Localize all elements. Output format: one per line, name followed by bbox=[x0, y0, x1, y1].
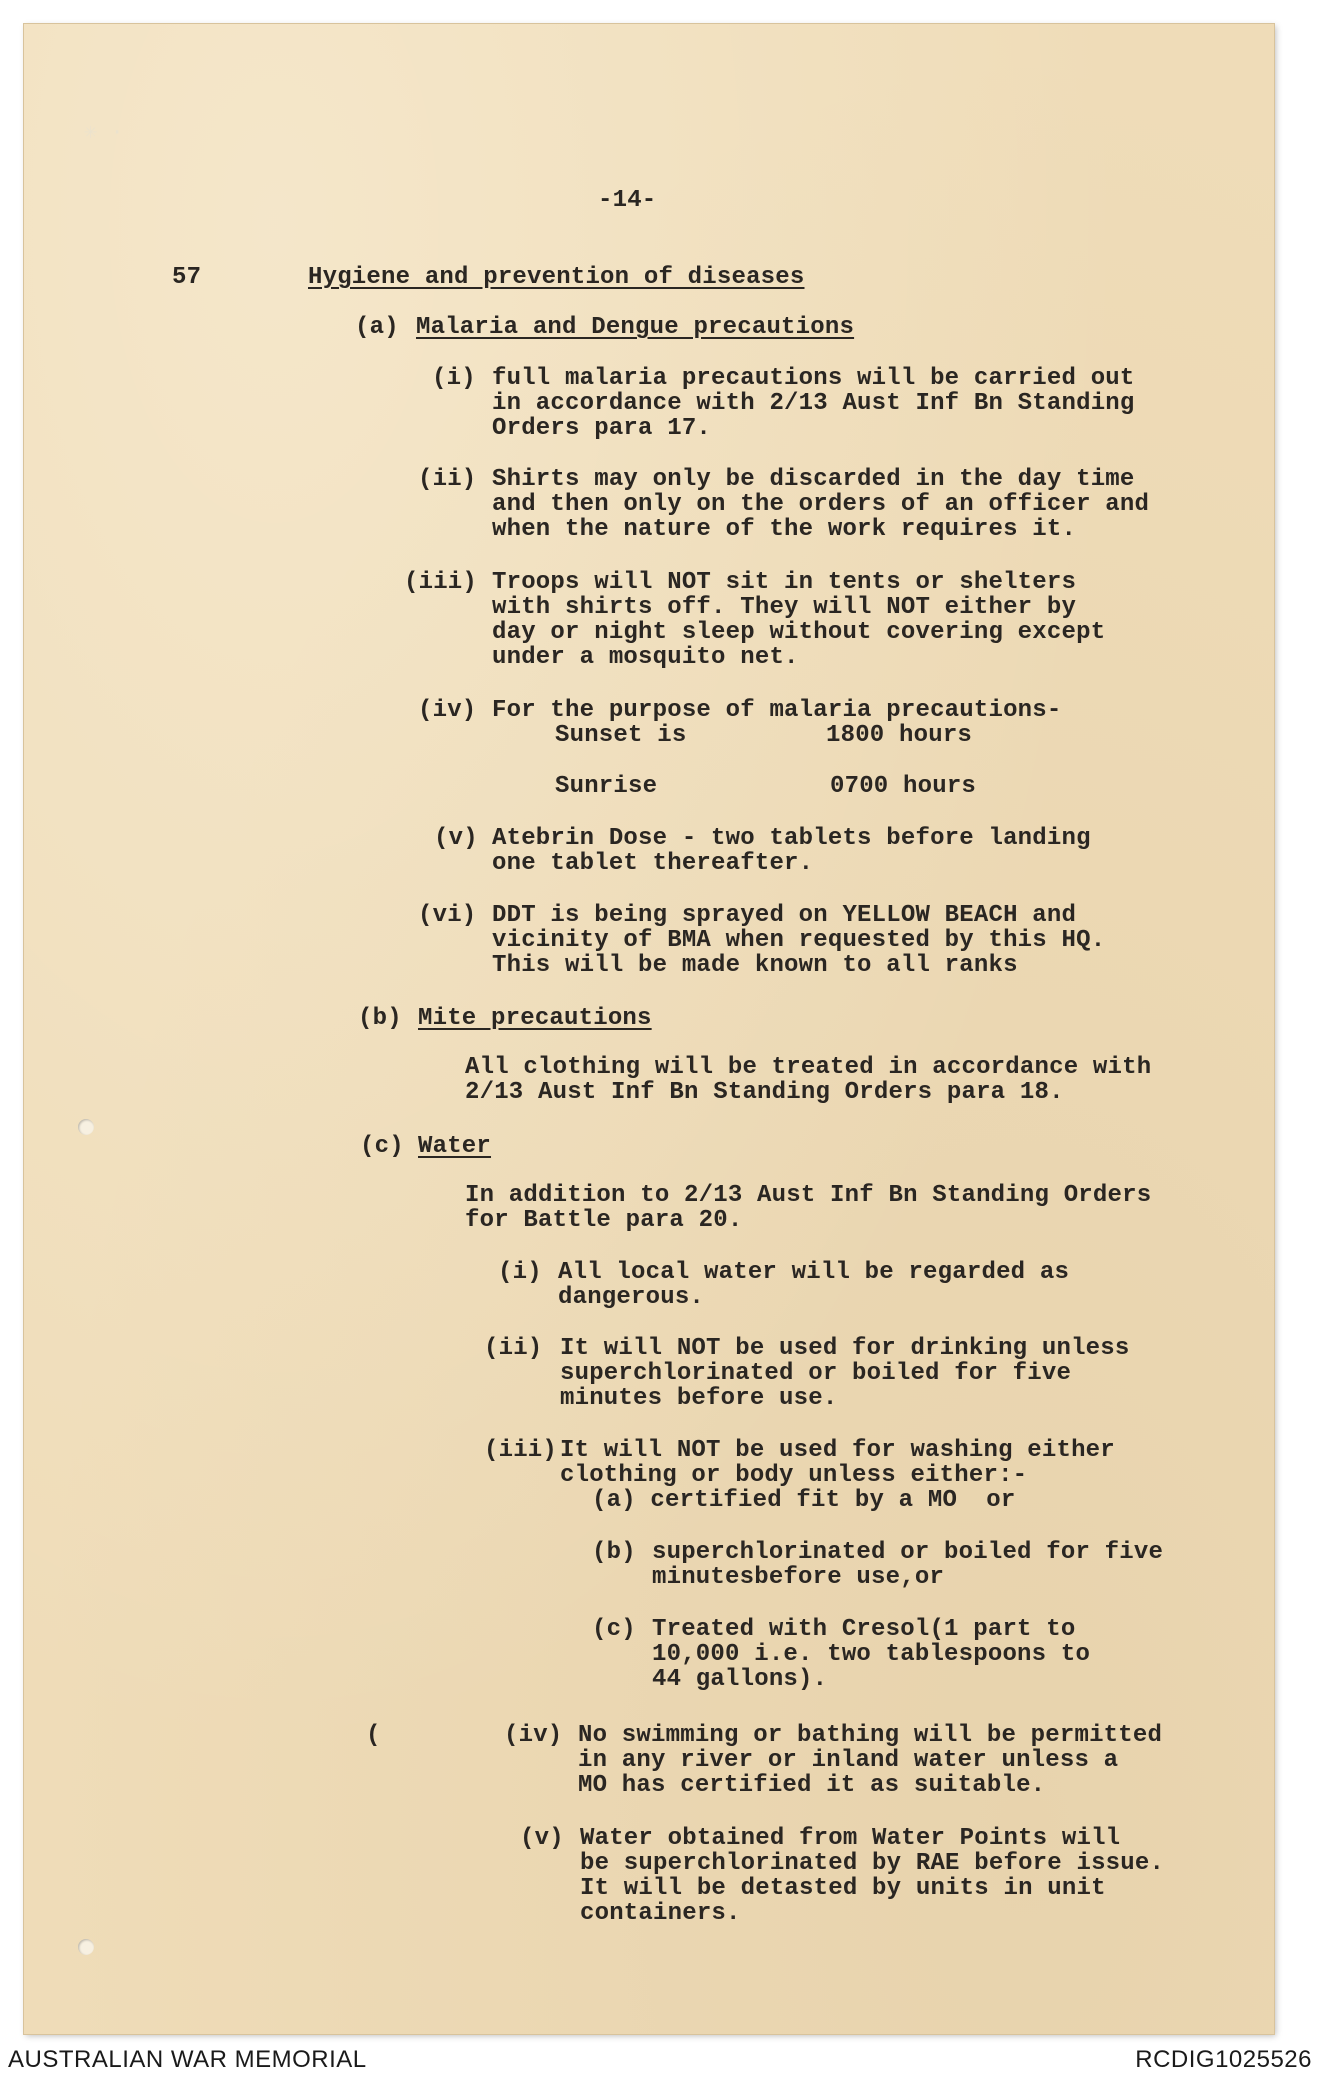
subsection-b-label: (b) bbox=[358, 1005, 402, 1032]
item-c-iii-number: (iii) bbox=[484, 1437, 558, 1464]
item-c-iv-number: (iv) bbox=[504, 1722, 563, 1749]
punch-hole bbox=[78, 1119, 94, 1135]
page-number: -14- bbox=[598, 187, 657, 214]
item-a-iii-text: Troops will NOT sit in tents or shelters with shirts off. They will NOT either by day or night sleep without covering except under a mosquito net. bbox=[492, 569, 1106, 671]
item-c-ii-text: It will NOT be used for drinking unless superchlorinated or boiled for five minutes before use. bbox=[560, 1335, 1130, 1412]
item-a-v-number: (v) bbox=[434, 825, 478, 852]
subsection-c-label: (c) bbox=[360, 1133, 404, 1160]
subsection-b-text: All clothing will be treated in accordance with 2/13 Aust Inf Bn Standing Orders para 18. bbox=[465, 1054, 1152, 1106]
item-a-iv-text: For the purpose of malaria precautions- bbox=[492, 697, 1062, 724]
subsection-a-heading: Malaria and Dengue precautions bbox=[416, 314, 855, 341]
item-a-iv-number: (iv) bbox=[418, 697, 477, 724]
subsection-c-heading: Water bbox=[418, 1133, 492, 1160]
item-c-v-text: Water obtained from Water Points will be superchlorinated by RAE before issue. It will be detasted by units in unit containers. bbox=[580, 1825, 1165, 1927]
item-a-i-number: (i) bbox=[432, 365, 476, 392]
sunset-time: 1800 hours bbox=[826, 722, 973, 749]
item-c-iii-c-text: Treated with Cresol(1 part to 10,000 i.e. two tablespoons to 44 gallons). bbox=[652, 1616, 1091, 1693]
sunrise-time: 0700 hours bbox=[830, 773, 977, 800]
item-c-iii-text: It will NOT be used for washing either clothing or body unless either:- bbox=[560, 1437, 1115, 1489]
footer-institution: AUSTRALIAN WAR MEMORIAL bbox=[8, 2046, 367, 2073]
item-c-iii-c-number: (c) bbox=[592, 1616, 636, 1643]
item-c-i-text: All local water will be regarded as dangerous. bbox=[558, 1259, 1070, 1311]
footer-record-id: RCDIG1025526 bbox=[1135, 2046, 1312, 2073]
item-a-v-text: Atebrin Dose - two tablets before landing one tablet thereafter. bbox=[492, 825, 1091, 877]
subsection-a-label: (a) bbox=[355, 314, 399, 341]
item-c-v-number: (v) bbox=[520, 1825, 564, 1852]
subsection-b-heading: Mite precautions bbox=[418, 1005, 652, 1032]
item-c-iii-b-text: superchlorinated or boiled for five minutesbefore use,or bbox=[652, 1539, 1164, 1591]
margin-mark: ( bbox=[366, 1722, 381, 1749]
sunset-label: Sunset is bbox=[555, 722, 687, 749]
item-c-iv-text: No swimming or bathing will be permitted in any river or inland water unless a MO has certified it as suitable. bbox=[578, 1722, 1163, 1799]
item-c-iii-b-number: (b) bbox=[592, 1539, 636, 1566]
item-a-ii-number: (ii) bbox=[418, 466, 477, 493]
item-c-iii-a: (a) certified fit by a MO or bbox=[592, 1487, 1016, 1514]
item-a-ii-text: Shirts may only be discarded in the day time and then only on the orders of an officer and when the nature of the work requires it. bbox=[492, 466, 1150, 543]
section-title: Hygiene and prevention of diseases bbox=[308, 264, 805, 291]
sunrise-label: Sunrise bbox=[555, 773, 658, 800]
item-a-vi-number: (vi) bbox=[418, 902, 477, 929]
item-c-i-number: (i) bbox=[498, 1259, 542, 1286]
item-a-i-text: full malaria precautions will be carried out in accordance with 2/13 Aust Inf Bn Standing Orders para 17. bbox=[492, 365, 1135, 442]
subsection-c-intro: In addition to 2/13 Aust Inf Bn Standing Orders for Battle para 20. bbox=[465, 1182, 1152, 1234]
item-c-ii-number: (ii) bbox=[484, 1335, 543, 1362]
item-a-vi-text: DDT is being sprayed on YELLOW BEACH and vicinity of BMA when requested by this HQ. This will be made known to all ranks bbox=[492, 902, 1106, 979]
item-a-iii-number: (iii) bbox=[404, 569, 478, 596]
faint-stamp-mark: ✳ · bbox=[84, 120, 124, 145]
punch-hole bbox=[78, 1939, 94, 1955]
section-number: 57 bbox=[172, 264, 202, 291]
